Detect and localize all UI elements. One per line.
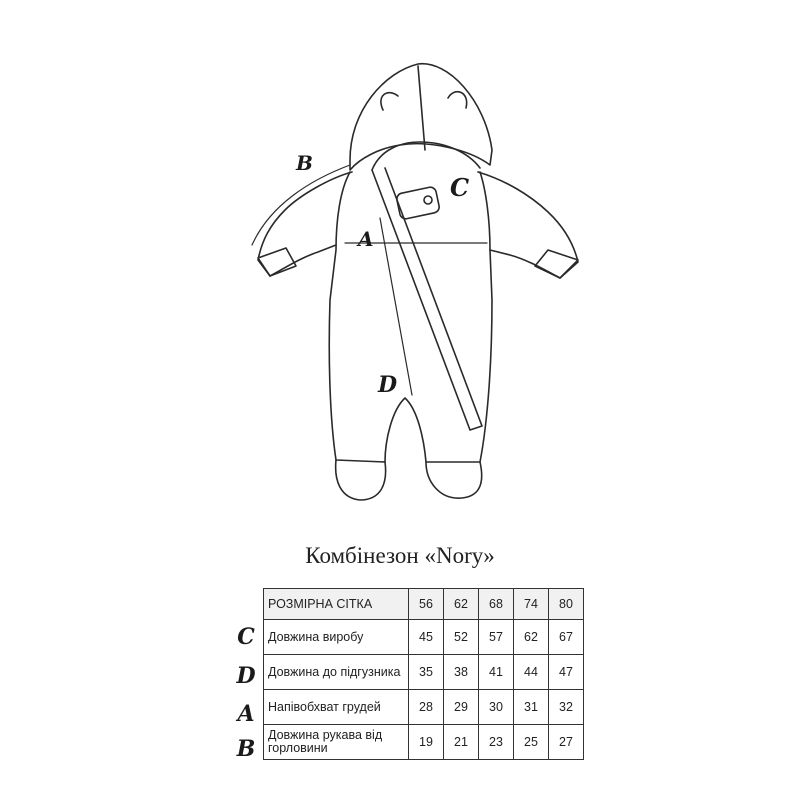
- length-measure-line: [380, 218, 412, 395]
- right-sleeve: [478, 172, 578, 278]
- left-ear: [381, 93, 398, 110]
- right-ear: [448, 92, 467, 108]
- body-outline: [329, 172, 492, 462]
- cell-value: 47: [549, 655, 584, 690]
- size-chart-table: [263, 588, 584, 760]
- cell-value: 62: [514, 620, 549, 655]
- size-header: 74: [514, 589, 549, 620]
- cell-value: 41: [479, 655, 514, 690]
- cell-value: 45: [409, 620, 444, 655]
- cell-value: 31: [514, 690, 549, 725]
- cell-value: 21: [444, 725, 479, 760]
- row-letter-c: C: [237, 624, 255, 650]
- cell-value: 23: [479, 725, 514, 760]
- cell-value: 29: [444, 690, 479, 725]
- row-label: Напівобхват грудей: [264, 690, 409, 725]
- cell-value: 25: [514, 725, 549, 760]
- row-letter-b: B: [236, 736, 256, 762]
- hood-inner: [372, 142, 480, 170]
- cell-value: 19: [409, 725, 444, 760]
- hood-outline: [350, 64, 492, 170]
- table-header-row: [264, 589, 584, 620]
- row-label: Довжина виробу: [264, 620, 409, 655]
- right-cuff: [535, 250, 578, 278]
- size-header: 62: [444, 589, 479, 620]
- right-foot: [426, 462, 482, 498]
- cell-value: 35: [409, 655, 444, 690]
- table-row: [264, 725, 584, 760]
- cell-value: 44: [514, 655, 549, 690]
- row-label: Довжина рукава від горловини: [264, 725, 409, 760]
- sleeve-measure-line: [252, 165, 350, 245]
- row-letter-d: D: [236, 663, 256, 689]
- table-row: [264, 690, 584, 725]
- label-d: D: [378, 372, 398, 398]
- cell-value: 28: [409, 690, 444, 725]
- label-a: A: [358, 227, 374, 251]
- cell-value: 30: [479, 690, 514, 725]
- row-label: Довжина до підгузника: [264, 655, 409, 690]
- table-row: [264, 655, 584, 690]
- header-label: РОЗМІРНА СІТКА: [264, 589, 409, 620]
- cell-value: 67: [549, 620, 584, 655]
- label-c: C: [450, 173, 470, 202]
- cell-value: 38: [444, 655, 479, 690]
- size-header: 56: [409, 589, 444, 620]
- cell-value: 52: [444, 620, 479, 655]
- row-letter-a: A: [237, 701, 255, 727]
- label-b: B: [296, 151, 313, 175]
- left-foot: [336, 460, 386, 500]
- size-header: 68: [479, 589, 514, 620]
- hood-seam: [418, 66, 425, 150]
- product-title: Комбінезон «Nory»: [305, 543, 495, 568]
- size-header: 80: [549, 589, 584, 620]
- cell-value: 32: [549, 690, 584, 725]
- zipper-button: [424, 196, 432, 204]
- cell-value: 57: [479, 620, 514, 655]
- table-row: [264, 620, 584, 655]
- cell-value: 27: [549, 725, 584, 760]
